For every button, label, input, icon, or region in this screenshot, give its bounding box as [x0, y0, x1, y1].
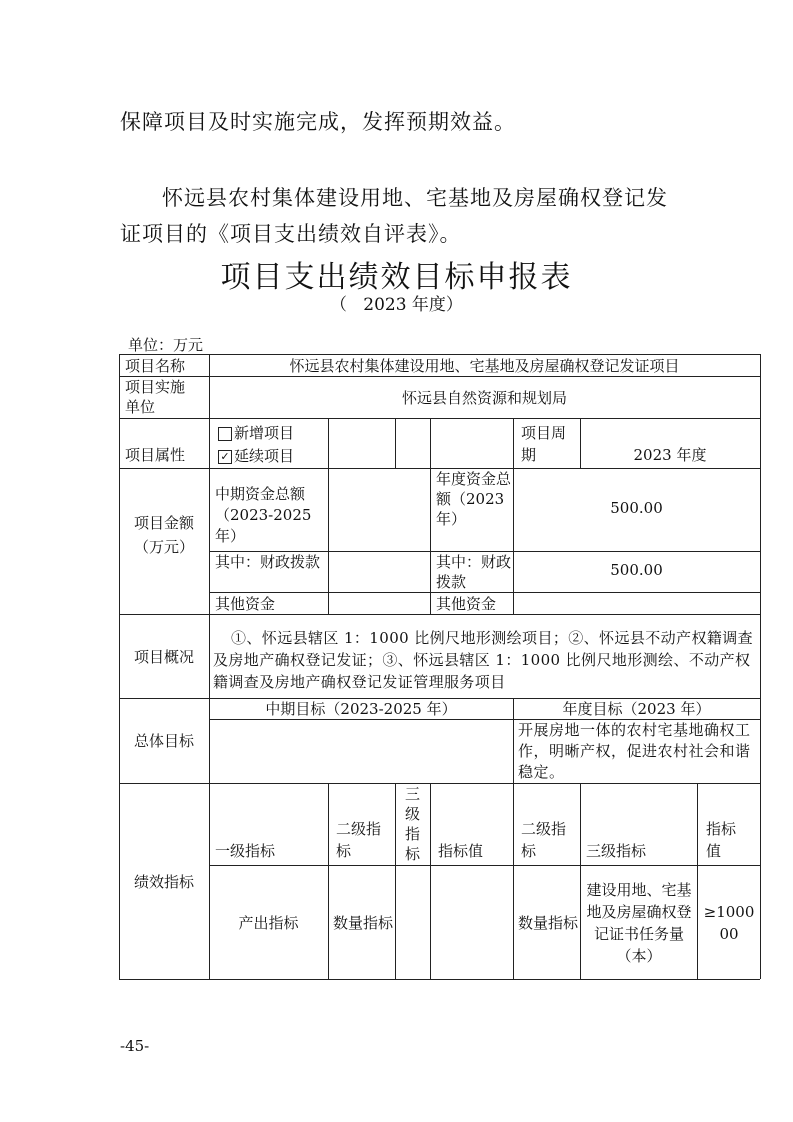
- attr-new-option: [218, 422, 328, 443]
- annual-fiscal-value: 500.00: [610, 561, 663, 579]
- period-label-2: 期: [521, 446, 537, 464]
- attr-continue-label: 延续项目: [234, 446, 295, 465]
- annual-total-value: 500.00: [610, 499, 663, 517]
- form-year: （ 2023 年度）: [330, 295, 463, 315]
- header-level1: 一级指标: [215, 842, 276, 860]
- project-name-label: 项目名称: [125, 356, 186, 375]
- impl-unit-label-2: 单位: [125, 398, 156, 416]
- intro-line-1: 保障项目及时实施完成，发挥预期效益。: [120, 110, 516, 134]
- row-level3-b: 建设用地、宅基地及房屋确权登记证书任务量（本）: [586, 880, 692, 965]
- annual-goal-value: 开展房地一体的农村宅基地确权工作，明晰产权，促进农村社会和谐稳定。: [518, 721, 751, 781]
- form-title: 项目支出绩效目标申报表: [220, 260, 573, 295]
- header-value: 指标值: [438, 842, 484, 860]
- period-value: 2023 年度: [633, 446, 707, 464]
- header-level2: 二级指标: [336, 820, 382, 860]
- annual-goal-header: 年度目标（2023 年）: [562, 700, 711, 718]
- row-level2: 数量指标: [333, 913, 394, 932]
- row-level2-b: 数量指标: [518, 913, 579, 932]
- mid-goal-header: 中期目标（2023-2025 年）: [265, 700, 457, 718]
- header-value-b: 指标值: [706, 820, 737, 860]
- intro-line-2: 怀远县农村集体建设用地、宅基地及房屋确权登记发: [162, 186, 668, 210]
- overview-label: 项目概况: [133, 647, 194, 666]
- perf-label: 绩效指标: [133, 872, 194, 891]
- period-label-1: 项目周: [521, 424, 567, 442]
- annual-other-label: 其他资金: [436, 594, 497, 613]
- attr-continue-option: [218, 445, 328, 466]
- amount-label-2: （万元）: [133, 538, 194, 556]
- mid-total-label: 中期资金总额（2023-2025 年）: [215, 485, 312, 545]
- page-number: -45-: [120, 1037, 150, 1055]
- impl-unit-value: 怀远县自然资源和规划局: [401, 388, 567, 407]
- row-level1: 产出指标: [238, 913, 299, 932]
- attr-new-checkbox: [218, 427, 232, 441]
- unit-label: 单位：万元: [128, 336, 204, 354]
- mid-fiscal-label: 其中：财政拨款: [215, 553, 321, 571]
- overview-value: ①、怀远县辖区 1：1000 比例尺地形测绘项目；②、怀远县不动产权籍调查及房地产确权登记发证；③、怀远县辖区 1：1000 比例尺地形测绘、不动产权籍调查及房地产确权登记发证管理服务项目: [213, 629, 754, 691]
- impl-unit-label-1: 项目实施: [125, 378, 186, 396]
- attr-new-label: 新增项目: [234, 423, 295, 442]
- attr-continue-checkbox: ✓: [218, 450, 232, 464]
- row-value-b: ≥100000: [703, 902, 755, 943]
- goal-label: 总体目标: [133, 732, 194, 750]
- amount-label-1: 项目金额: [133, 514, 194, 532]
- annual-fiscal-label: 其中：财政拨款: [436, 553, 512, 591]
- mid-other-label: 其他资金: [215, 594, 276, 613]
- project-name-value: 怀远县农村集体建设用地、宅基地及房屋确权登记发证项目: [289, 356, 680, 375]
- header-level3: 三级指标: [404, 785, 420, 863]
- header-level2-b: 二级指标: [521, 820, 567, 860]
- annual-total-label: 年度资金总额（2023 年）: [436, 470, 512, 528]
- intro-line-3: 证项目的《项目支出绩效自评表》。: [120, 222, 462, 246]
- attr-label: 项目属性: [125, 446, 186, 464]
- header-level3-b: 三级指标: [586, 842, 647, 860]
